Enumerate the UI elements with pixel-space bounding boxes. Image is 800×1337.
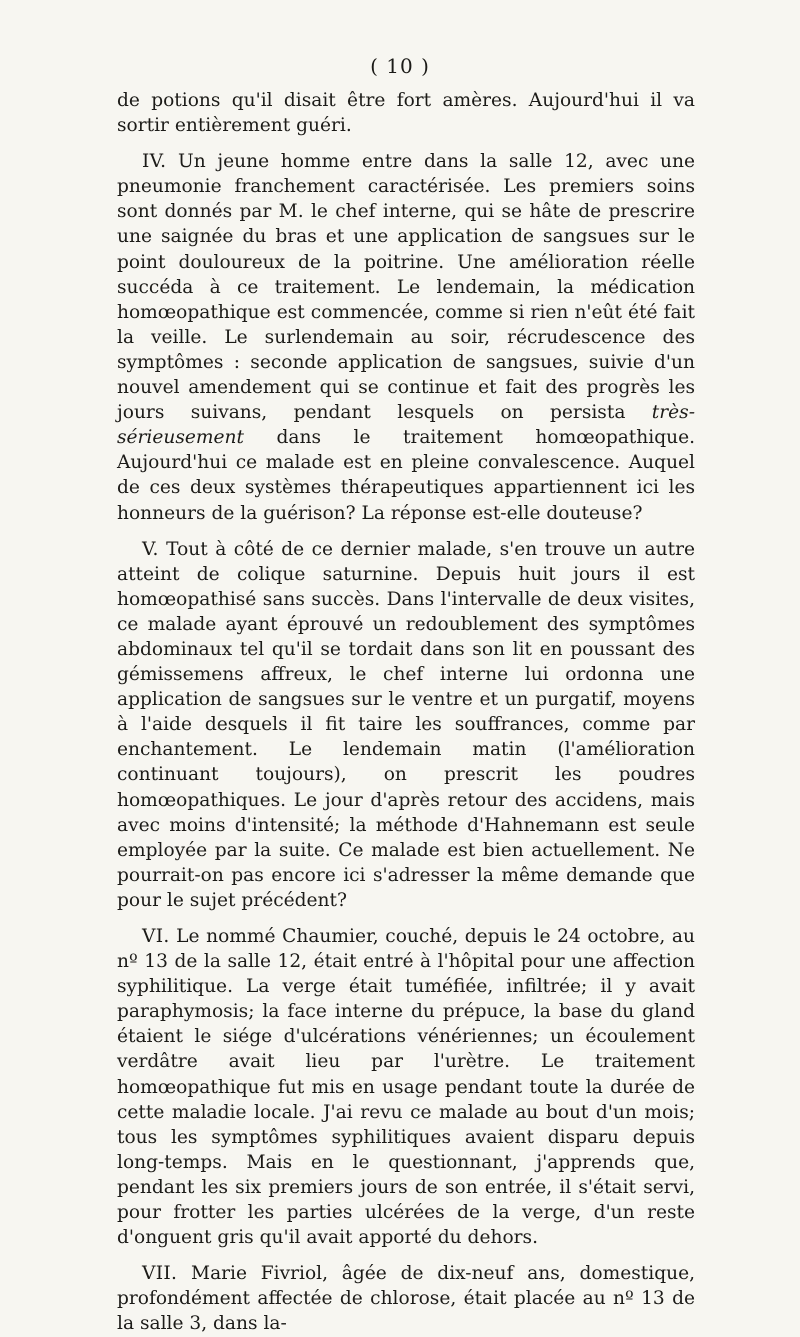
emphasized-text: très-sérieusement (117, 402, 695, 449)
page-number: ( 10 ) (370, 54, 430, 78)
paragraph-vii (117, 1261, 695, 1336)
section-numeral: VII. (142, 1263, 178, 1285)
body-text (117, 88, 695, 1337)
paragraph-continuation (117, 88, 695, 138)
paragraph-text: Un jeune homme entre dans la salle 12, avec une pneumonie franchement caractérisée. Les premiers soins sont donnés par M. le chef interne, qui se hâte de prescrire une saignée du bras et une application de sangsues sur le point douloureux de la poitrine. Une amélioration réelle succéda à ce traitement. Le lendemain, la médication homœopathique est commencée, comme si rien n'eût été fait la veille. Le surlendemain au soir, récrudescence des symptômes : seconde application de sangsues, suivie d'un nouvel amendement qui se continue et fait des progrès les jours suivans, pendant lesquels on persista (117, 151, 695, 424)
paragraph-iv (117, 149, 695, 525)
section-numeral: IV. (142, 151, 167, 173)
paragraph-v (117, 537, 695, 913)
paragraph-text: de potions qu'il disait être fort amères. Aujourd'hui il va sortir entièrement guéri. (117, 90, 695, 137)
section-numeral: V. (142, 538, 159, 560)
paragraph-text: Tout à côté de ce dernier malade, s'en trouve un autre atteint de colique saturnine. Depuis huit jours il est homœopathisé sans succès. Dans l'intervalle de deux visites, ce malade ayant éprouvé un redoublement des symptômes abdominaux tel qu'il se tordait dans son lit en poussant des gémissemens affreux, le chef interne lui ordonna une application de sangsues sur le ventre et un purgatif, moyens à l'aide desquels il fit taire les souffrances, comme par enchantement. Le lendemain matin (l'amélioration continuant toujours), on prescrit les poudres homœopathiques. Le jour d'après retour des accidens, mais avec moins d'intensité; la méthode d'Hahnemann est seule employée par la suite. Ce malade est bien actuellement. Ne pourrait-on pas encore ici s'adresser la même demande que pour le sujet précédent? (117, 538, 695, 911)
paragraph-text: dans le traitement homœopathique. Aujourd'hui ce malade est en pleine convalescence. Auquel de ces deux systèmes thérapeutiques appartiennent ici les honneurs de la guérison? La réponse est-elle douteuse? (117, 427, 695, 524)
paragraph-vi (117, 924, 695, 1250)
paragraph-text: Le nommé Chaumier, couché, depuis le 24 octobre, au nº 13 de la salle 12, était entré à l'hôpital pour une affection syphilitique. La verge était tuméfiée, infiltrée; il y avait paraphymosis; la face interne du prépuce, la base du gland étaient le siége d'ulcérations vénériennes; un écoulement verdâtre avait lieu par l'urètre. Le traitement homœopathique fut mis en usage pendant toute la durée de cette maladie locale. J'ai revu ce malade au bout d'un mois; tous les symptômes syphilitiques avaient disparu depuis long-temps. Mais en le questionnant, j'apprends que, pendant les six premiers jours de son entrée, il s'était servi, pour frotter les parties ulcérées de la verge, d'un reste d'onguent gris qu'il avait apporté du dehors. (117, 926, 695, 1249)
section-numeral: VI. (142, 926, 170, 947)
paragraph-text: Marie Fivriol, âgée de dix-neuf ans, domestique, profondément affectée de chlorose, était placée au nº 13 de la salle 3, dans la- (117, 1263, 695, 1335)
